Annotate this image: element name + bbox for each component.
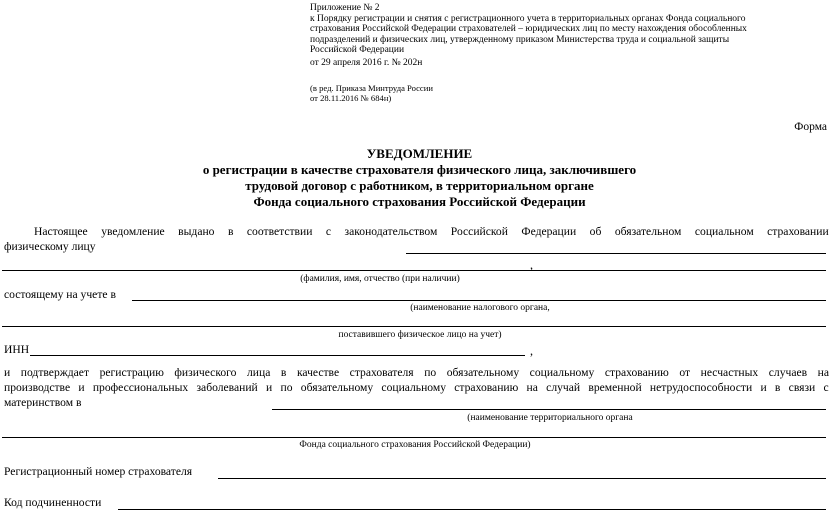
document-subtitle-3: Фонда социального страхования Российской Федерации — [253, 194, 586, 209]
caption-tax-1: (наименование налогового органа, — [410, 303, 550, 313]
edition-line-2: от 28.11.2016 № 684н) — [310, 93, 392, 103]
inn-label: ИНН — [4, 343, 30, 356]
edition-line-1: (в ред. Приказа Минтруда России — [310, 83, 433, 93]
caption-terr-1: (наименование территориального органа — [467, 413, 633, 423]
intro-line-1: Настоящее уведомление выдано в соответствии с законодательством Российской Федерации об обязательном социальном страховании — [34, 225, 829, 238]
appendix-title: Приложение № 2 — [310, 3, 380, 13]
appendix-block — [310, 3, 810, 68]
confirm-line-2: производстве и профессиональных заболеваний и по обязательному социальному страхованию на случай временной нетрудоспособности и в связи с — [4, 381, 829, 394]
inn-comma: , — [530, 344, 534, 358]
fio-line — [2, 270, 826, 271]
document-subtitle-1: о регистрации в качестве страхователя физического лица, заключившего — [202, 162, 637, 177]
confirm-line-3: материнством в — [4, 396, 82, 409]
caption-fio: (фамилия, имя, отчество (при наличии) — [300, 274, 460, 284]
registered-in-label: состоящему на учете в — [4, 288, 116, 301]
reg-number-line — [218, 478, 826, 479]
territorial-organ-line — [272, 409, 826, 410]
appendix-line: подразделений и физических лиц, утвержденному приказом Министерства труда и социальной защиты — [310, 34, 730, 45]
territorial-organ-line-2 — [2, 437, 826, 438]
document-title: УВЕДОМЛЕНИЕ — [366, 146, 473, 161]
tax-authority-line-2 — [2, 326, 826, 327]
inn-line — [30, 355, 525, 356]
caption-tax-2: поставившего физическое лицо на учет) — [338, 330, 502, 340]
fio-comma: , — [530, 258, 534, 272]
intro-line-2: физическому лицу — [4, 240, 96, 253]
caption-terr-2: Фонда социального страхования Российской Федерации) — [299, 440, 531, 450]
appendix-date: от 29 апреля 2016 г. № 202н — [310, 57, 423, 68]
tax-authority-line — [132, 300, 826, 301]
form-label: Форма — [794, 121, 827, 133]
appendix-line: Российской Федерации — [310, 45, 405, 55]
edition-note — [310, 83, 433, 103]
sub-code-line — [118, 509, 826, 510]
sub-code-label: Код подчиненности — [4, 496, 102, 509]
appendix-line: к Порядку регистрации и снятия с регистрационного учета в территориальных органах Фонда социального — [310, 13, 746, 24]
recipient-short-line — [406, 253, 826, 254]
confirm-line-1: и подтверждает регистрацию физического лица в качестве страхователя по обязательному социальному страхованию от несчастных случаев на — [4, 366, 830, 379]
reg-number-label: Регистрационный номер страхователя — [4, 465, 193, 478]
document-subtitle-2: трудовой договор с работником, в территориальном органе — [245, 178, 594, 193]
appendix-line: страхования Российской Федерации страхователей – юридических лиц по месту нахождения обособленных — [310, 24, 747, 34]
